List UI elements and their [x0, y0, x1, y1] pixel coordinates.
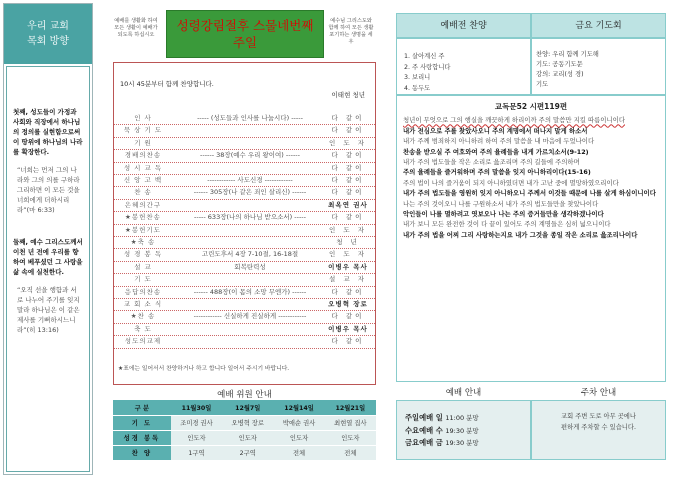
service-item: 은혜의간구: [124, 200, 162, 209]
table-header-row: [113, 400, 376, 415]
reading-leader-line: 내가 보니 모든 완전한 것이 다 끝이 있어도 주의 계명들은 심히 넓으니이다: [403, 220, 611, 229]
service-row: [114, 175, 375, 187]
table-cell: 인도자: [171, 430, 222, 445]
table-cell: 인도자: [222, 430, 273, 445]
worship-committee-table: [113, 400, 376, 461]
table-cell: 인도자: [325, 430, 376, 445]
list-item: 1. 살아계신 주: [404, 53, 445, 60]
sunday-title-line1: 성령강림절후 스물네번째: [176, 18, 314, 33]
table-cell: 최현열 집사: [325, 415, 376, 430]
responsive-reading-lines: [403, 115, 659, 240]
service-item: 기 도: [134, 275, 152, 284]
service-row: [114, 163, 375, 175]
service-row: [114, 113, 375, 125]
schedule-row: [405, 437, 530, 450]
direction-first: 첫째, 성도들이 가정과 사회와 직장에서 하나님의 정의를 실현함으로써 이 땅위에 하나님의 나라를 확장한다.: [13, 108, 83, 156]
schedule-time: 19:30 분망: [445, 426, 479, 435]
reading-people-line: 찬송을 받으실 주 여호와여 주의 율례들을 내게 가르치소서(9-12): [403, 147, 589, 156]
table-cell: 조미경 권사: [171, 415, 222, 430]
table-cell: 전체: [273, 445, 324, 460]
parking-info: [531, 400, 666, 460]
service-leader: 다 같이: [331, 337, 365, 346]
parking-line: 교회 주변 도로 아무 곳에나: [561, 413, 636, 420]
table-row: [113, 415, 376, 430]
reading-leader-line: 내가 주께 범죄하지 아니하려 하여 주의 말씀을 내 마음에 두었나이다: [403, 137, 595, 146]
sunday-title-line2: 주일: [232, 35, 258, 50]
service-leader: 다 같이: [331, 163, 365, 172]
sunday-title: [166, 10, 324, 58]
list-item: 강의: 교리(성 경): [536, 71, 584, 78]
service-row: [114, 125, 375, 137]
service-item: 성도의교제: [124, 337, 162, 346]
service-content: ------ 488장(이 몸의 소망 무엔가) ------: [193, 287, 307, 296]
reading-people-line: 주의 율례들을 즐거워하며 주의 말씀을 잊지 아니하리이다(15-16): [403, 168, 591, 177]
schedule-time: 11:00 분망: [445, 414, 479, 422]
service-item: 응답의찬송: [124, 287, 162, 296]
schedule-row: [405, 425, 530, 438]
service-content: 회복탄력성: [234, 262, 266, 271]
service-item: 교 회 소 식: [123, 300, 163, 308]
table-cell: 성경 봉독: [113, 430, 171, 445]
service-item: ★찬 송: [130, 312, 156, 321]
worship-committee-title: 예배 위원 안내: [217, 390, 272, 400]
reading-people-line: 악인들이 나를 멸하려고 엿보오나 나는 주의 증거들만을 생각하겠나이다: [403, 210, 604, 219]
schedule-name: 수요예배: [405, 425, 434, 435]
service-leader: 다 같이: [331, 176, 365, 184]
service-item: ★봉헌기도: [125, 225, 161, 234]
service-leader: 최옥연 권사: [328, 200, 368, 209]
service-leader: 청 년: [336, 238, 360, 246]
service-item: 인 사: [134, 114, 152, 122]
list-item: 3. 보리니: [404, 74, 431, 81]
service-row: [114, 150, 375, 162]
table-cell: 2구역: [222, 445, 273, 460]
reading-leader-line: 주의 법이 나의 즐거움이 되지 아니하였더면 내가 고난 중에 멸망하였으리이다: [403, 178, 619, 187]
reading-people-line: 내가 주의 법을 어찌 그리 사랑하는지요 내가 그것을 종일 작은 소리로 읊조리나이다: [403, 230, 638, 239]
list-item: 4. 동두도: [404, 84, 431, 92]
service-row: [114, 249, 375, 261]
service-leader: 이병우 목사: [328, 262, 368, 271]
service-row: [114, 262, 375, 274]
reading-leader-line: 청년이 무엇으로 그의 행실을 깨끗하게 하리이까 주의 말씀만 지킬 따름이니이다: [403, 116, 626, 125]
service-item: 신 앙 고 백: [123, 176, 163, 184]
service-item: 찬 송: [134, 188, 152, 197]
table-header-cell: 구 분: [113, 400, 171, 415]
service-item: 경배의찬송: [124, 151, 162, 160]
friday-prayer-title: 금요 기도회: [531, 13, 666, 38]
table-header-cell: 12월14일: [273, 400, 324, 415]
service-row: [114, 287, 375, 299]
service-leader: 인 도 자: [329, 138, 367, 147]
service-content: 고린도후서 4장 7-10절, 16-18절: [201, 250, 299, 259]
direction-second: 둘째, 예수 그리스도께서 이천 년 전에 우리를 향하여 베푸셨던 그 사랑을 삶 속에 실천한다.: [13, 238, 83, 276]
schedule-time: 19:30 분망: [445, 439, 479, 447]
table-cell: 오병혁 장로: [222, 415, 273, 430]
direction-second-verse: “오직 선을 행함과 서로 나누어 주기를 잊지 말라 하나님은 이 같은 제사를 기뻐하시느니라”(히 13:16): [17, 286, 80, 334]
service-row: [114, 237, 375, 249]
parking-line: 편하게 주차할 수 있습니다.: [561, 424, 636, 431]
service-row: [114, 336, 375, 348]
praise-start-time: 10시 45분부터 함께 찬양합니다.: [120, 80, 214, 88]
service-leader: 설 교 자: [329, 275, 367, 284]
schedule-day: 금: [435, 438, 443, 447]
table-cell: 1구역: [171, 445, 222, 460]
schedule-day: 일: [435, 413, 443, 422]
service-content: ------------ 사도신경 ------------: [207, 176, 293, 184]
pre-worship-praise-list: [396, 38, 531, 95]
service-leader: 다 같이: [331, 151, 365, 160]
header-note-left: 예배를 생활화 하여 모든 생활이 예배가 되도록 하십시오: [114, 18, 158, 38]
service-leader: 이병우 목사: [328, 324, 368, 333]
direction-first-verse: “너희는 먼저 그의 나라와 그의 의를 구하라 그리하면 이 모든 것을 너희에게 더하시리라”(마 6:33): [17, 166, 80, 214]
list-item: 기도: [536, 81, 549, 88]
service-leader: 다 같이: [331, 312, 365, 321]
standing-note: ★표에는 일어서서 찬양하거나 하고 합니다 일어서 주시기 바랍니다.: [118, 366, 290, 372]
table-cell: 기 도: [113, 415, 171, 430]
service-item: 축 도: [134, 324, 152, 333]
pre-worship-praise-title: 예배전 찬양: [396, 13, 531, 38]
service-item: 성 시 교 독: [123, 163, 163, 172]
table-header-cell: 12월7일: [222, 400, 273, 415]
church-direction-heading: [4, 4, 92, 64]
worship-schedule: [396, 400, 531, 460]
service-leader: 다 같이: [331, 126, 365, 135]
list-item: 기도: 공동기도문: [536, 61, 583, 68]
schedule-name: 금요예배: [405, 438, 434, 447]
service-content: ------------ 신실하게 진실하게 ------------: [193, 312, 307, 321]
reading-leader-line: 나는 주의 것이오니 나를 구원하소서 내가 주의 법도들만을 찾았나이다: [403, 199, 599, 208]
table-header-cell: 12월21일: [325, 400, 376, 415]
service-content: ----- (성도들과 인사를 나눕시다) -----: [197, 114, 303, 122]
service-item: 묵 상 기 도: [123, 126, 163, 135]
schedule-day: 수: [435, 425, 443, 435]
service-leader: 다 같이: [331, 213, 365, 222]
responsive-reading-title: 교독문52 시편119편: [494, 102, 568, 111]
service-row: [114, 324, 375, 336]
list-item: 2. 주 사랑합니다: [404, 63, 451, 71]
service-leader: 다 같이: [331, 287, 365, 296]
service-leader: 인 도 자: [329, 250, 367, 259]
table-row: [113, 430, 376, 445]
service-row: [114, 138, 375, 150]
service-content: ----- 633장(나의 하나님 받으소서) -----: [194, 213, 306, 222]
reading-people-line: 내가 전심으로 주를 찾았사오니 주의 계명에서 떠나지 말게 하소서: [403, 126, 588, 135]
friday-prayer-list: [531, 38, 666, 95]
responsive-reading: [396, 95, 666, 382]
table-cell: 인도자: [273, 430, 324, 445]
schedule-row: [405, 412, 530, 425]
church-direction-heading-line1: 우리 교회: [27, 21, 69, 32]
table-row: [113, 445, 376, 460]
service-row: [114, 299, 375, 311]
service-leader: 다 같이: [331, 188, 365, 197]
header-note-right: 예수님 그리스도와 함께 하여 모든 생활 포기하는 생명을 세우: [328, 18, 374, 45]
service-item: ★축 송: [130, 238, 156, 246]
reading-leader-line: 내가 주의 법도들을 작은 소리로 읊조리며 주의 길들에 주의하며: [403, 158, 580, 167]
table-cell: 찬 양: [113, 445, 171, 460]
service-row: [114, 187, 375, 199]
schedule-name: 주일예배: [405, 413, 434, 422]
table-cell: 전체: [325, 445, 376, 460]
service-leader: 인 도 자: [329, 225, 367, 234]
service-row: [114, 274, 375, 286]
service-item: ★봉헌찬송: [125, 213, 161, 222]
service-row: [114, 200, 375, 212]
table-header-cell: 11월30일: [171, 400, 222, 415]
parking-info-title: 주차 안내: [580, 388, 617, 398]
reading-people-line: 내가 주의 법도들을 영원히 잊지 아니하오니 주께서 이것들 때문에 나를 살게 하심이니이다: [403, 189, 656, 198]
church-direction-panel: [3, 3, 93, 475]
list-item: 찬양: 우리 함께 기도해: [536, 51, 599, 58]
order-of-service: [113, 62, 376, 385]
service-leader: 다 같이: [331, 114, 365, 122]
service-item: 성 경 봉 독: [123, 250, 163, 259]
service-row: [114, 212, 375, 224]
service-row: [114, 311, 375, 323]
worship-info-title: 예배 안내: [445, 388, 482, 398]
church-direction-heading-line2: 목회 방향: [27, 36, 69, 47]
service-content: ------ 305장(나 같은 죄인 살리신) ------: [193, 188, 307, 197]
service-item: 기 원: [134, 138, 152, 147]
church-direction-body: [6, 66, 90, 472]
service-item: 설 교: [134, 262, 152, 271]
service-leader: 오병혁 장로: [328, 300, 368, 308]
service-content: ------ 38장(예수 우리 왕이여) ------: [200, 151, 300, 160]
table-cell: 박애순 권사: [273, 415, 324, 430]
praise-leader: 이태현 청년: [331, 91, 365, 99]
service-row: [114, 225, 375, 237]
